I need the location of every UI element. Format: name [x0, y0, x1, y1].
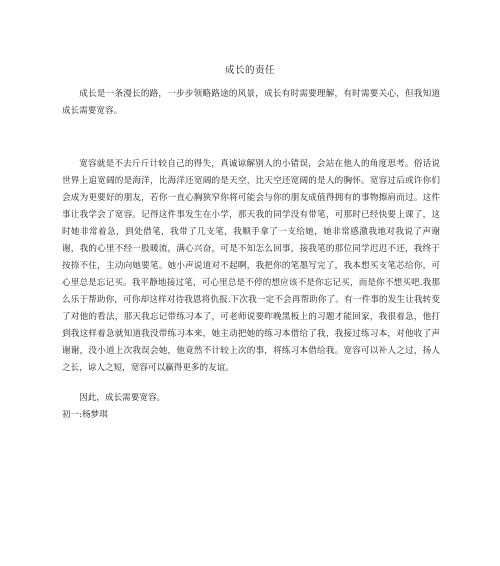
conclusion-paragraph: 因此，成长需要宽容。	[79, 393, 166, 403]
body-paragraph: 宽容就是不去斤斤计较自己的得失，真诚谅解别人的小错误，会站在他人的角度思考。俗话说世界上追宽阔的是海洋，比海洋还宽阔的是天空，比天空还宽阔的是人的胸怀。宽容过后或许你们会成为更要好的朋友，若你一直心胸狭窄你将可能会与你的朋友成值得拥有的事物擦肩而过。这件事让我学会了宽容。记得这件事发生在小学，那天我的同学没有带笔，可那时已经快要上课了，这时她非常着急，到处借笔，我带了几支笔，我顺手拿了一支给她，她非常感激我地对我说了声谢谢，我的心里不经一股暖流，满心兴奋，可是不知怎么回事，接我笔的那位同学迟迟不还，我终于按捺不住，主动向她要笔。她小声说道对不起啊，我把你的笔墨写完了，我本想买支笔芯给你，可心里总是忘记买。我平静地接过笔，可心里总是不停的想应该不是你忘记买，而是你不想买吧.我那么乐于帮助你，可你却这样对待我恩将仇报.下次我一定不会再帮助你了。有一件事的发生让我转变了对他的看法，那天我忘记带练习本了，可老师说要昨晚黑板上的习题才能回家，我很着急，他打到我这样着急就知道我没带练习本来，她主动把她的练习本借给了我，我接过练习本，对他收了声谢谢，没小道上次我误会她，他竟然不计较上次的事，将练习本借给我。宽容可以补人之过，扬人之长，谅人之短，宽容可以赢得更多的友谊。	[62, 159, 440, 373]
document-title: 成长的责任	[224, 65, 275, 76]
intro-paragraph: 成长是一条漫长的路，一步步领略路途的风景，成长有时需要理解，有时需要关心，但我知道成长需要宽容。	[62, 89, 440, 116]
author-signature: 初一:杨梦琪	[62, 410, 108, 420]
